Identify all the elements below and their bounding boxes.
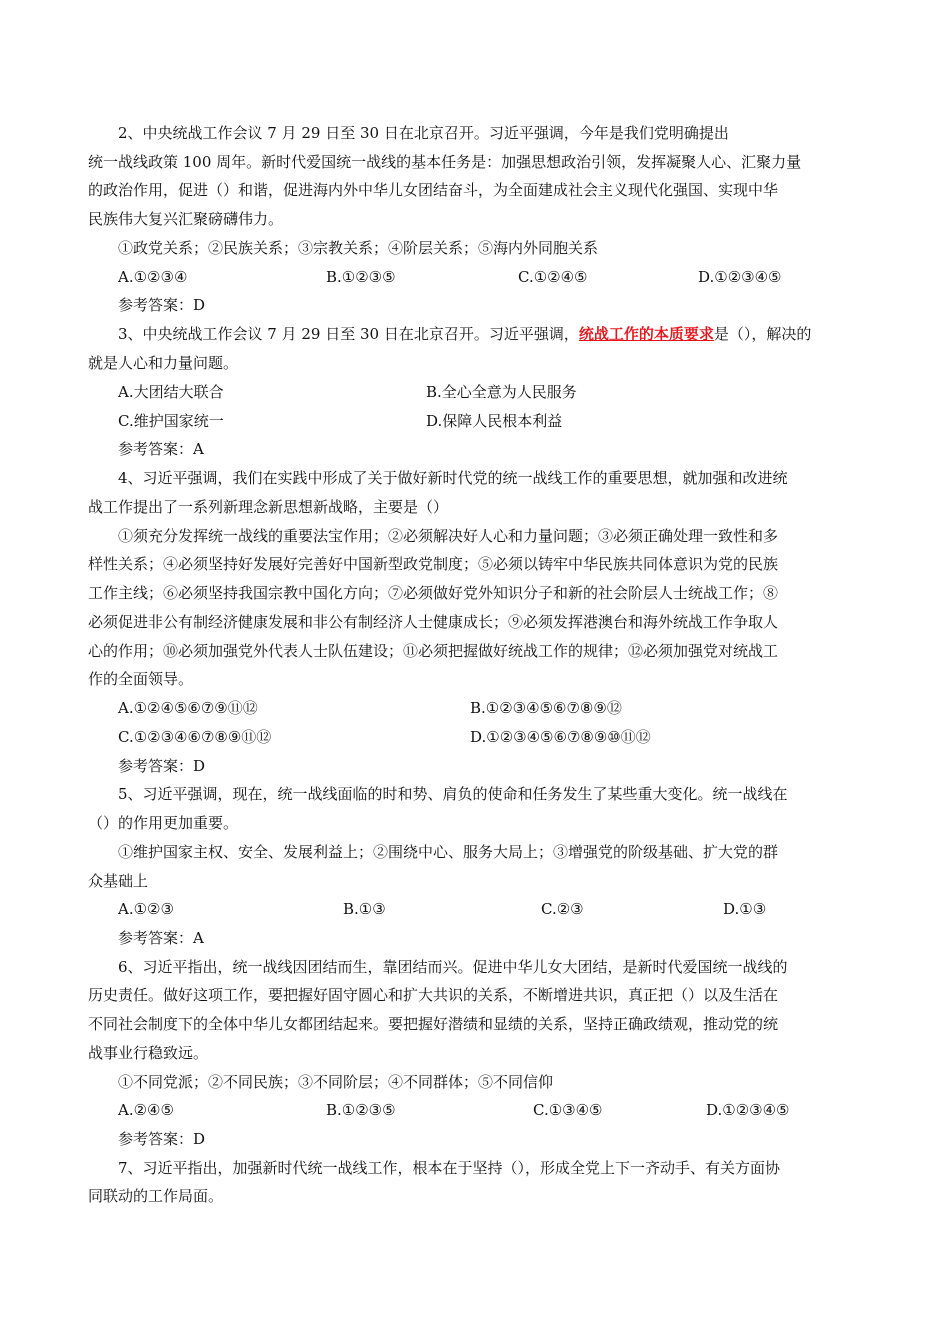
question-7-stem-line-2: 同联动的工作局面。	[88, 1187, 224, 1205]
question-3-answer: 参考答案：A	[118, 440, 204, 458]
question-3-option-d: D.保障人民根本利益	[426, 412, 563, 430]
question-2-option-a: A.①②③④	[118, 268, 188, 286]
question-6-option-a: A.②④⑤	[118, 1101, 174, 1119]
question-6-option-b: B.①②③⑤	[326, 1101, 396, 1119]
question-2-stem-line-1: 2、中央统战工作会议 7 月 29 日至 30 日在北京召开。习近平强调，今年是我们党明确提出	[118, 124, 729, 142]
question-6-answer: 参考答案：D	[118, 1130, 206, 1148]
question-4-option-d: D.①②③④⑤⑥⑦⑧⑨⑩⑪⑫	[470, 728, 651, 746]
question-3-stem-line-2: 就是人心和力量问题。	[88, 354, 239, 372]
question-4-option-c: C.①②③④⑥⑦⑧⑨⑪⑫	[118, 728, 272, 746]
question-2-items: ①政党关系；②民族关系；③宗教关系；④阶层关系；⑤海内外同胞关系	[118, 239, 599, 257]
question-3-option-c: C.维护国家统一	[118, 412, 224, 430]
question-6-stem-line-1: 6、习近平指出，统一战线因团结而生，靠团结而兴。促进中华儿女大团结，是新时代爱国统一战线的	[118, 958, 788, 976]
question-3-highlight: 统战工作的本质要求	[578, 325, 714, 343]
question-5-items-line-2: 众基础上	[88, 872, 149, 890]
question-3-stem-line-1	[118, 324, 811, 344]
question-4-items-line-3: 工作主线；⑥必须坚持我国宗教中国化方向；⑦必须做好党外知识分子和新的社会阶层人士统战工作；⑧	[88, 584, 779, 602]
question-2-stem-line-3: 的政治作用，促进（）和谐，促进海内外中华儿女团结奋斗，为全面建成社会主义现代化强国、实现中华	[88, 181, 779, 199]
question-2-stem-line-2: 统一战线政策 100 周年。新时代爱国统一战线的基本任务是：加强思想政治引领，发挥凝聚人心、汇聚力量	[88, 153, 802, 171]
question-3-option-a: A.大团结大联合	[118, 383, 224, 401]
question-2-option-c: C.①②④⑤	[518, 268, 588, 286]
question-2-stem-line-4: 民族伟大复兴汇聚磅礴伟力。	[88, 210, 284, 228]
question-4-option-a: A.①②④⑤⑥⑦⑨⑪⑫	[118, 699, 258, 717]
question-2-option-d: D.①②③④⑤	[698, 268, 782, 286]
question-4-items-line-6: 作的全面领导。	[88, 670, 194, 688]
question-7-stem-line-1: 7、习近平指出，加强新时代统一战线工作，根本在于坚持（），形成全党上下一齐动手、有关方面协	[118, 1159, 781, 1177]
question-6-stem-line-2: 历史责任。做好这项工作，要把握好固守圆心和扩大共识的关系，不断增进共识，真正把（）以及生活在	[88, 986, 779, 1004]
question-4-answer: 参考答案：D	[118, 757, 206, 775]
question-5-option-a: A.①②③	[118, 900, 174, 918]
question-6-stem-line-3: 不同社会制度下的全体中华儿女都团结起来。要把握好潜绩和显绩的关系，坚持正确政绩观，推动党的统	[88, 1015, 779, 1033]
question-5-option-b: B.①③	[343, 900, 386, 918]
question-4-items-line-4: 必须促进非公有制经济健康发展和非公有制经济人士健康成长；⑨必须发挥港澳台和海外统战工作争取人	[88, 613, 779, 631]
question-5-answer: 参考答案：A	[118, 929, 204, 947]
question-6-option-c: C.①③④⑤	[533, 1101, 603, 1119]
question-3-stem-pre: 3、中央统战工作会议 7 月 29 日至 30 日在北京召开。习近平强调，	[118, 325, 579, 343]
question-5-items-line-1: ①维护国家主权、安全、发展利益上；②围绕中心、服务大局上；③增强党的阶级基础、扩大党的群	[118, 843, 779, 861]
question-6-stem-line-4: 战事业行稳致远。	[88, 1044, 209, 1062]
question-3-stem-post: 是（），解决的	[713, 325, 812, 343]
question-4-stem-line-1: 4、习近平强调，我们在实践中形成了关于做好新时代党的统一战线工作的重要思想，就加强和改进统	[118, 469, 788, 487]
question-5-option-c: C.②③	[541, 900, 584, 918]
question-4-items-line-1: ①须充分发挥统一战线的重要法宝作用；②必须解决好人心和力量问题；③必须正确处理一致性和多	[118, 527, 779, 545]
question-5-option-d: D.①③	[723, 900, 767, 918]
question-5-stem-line-2: （）的作用更加重要。	[88, 814, 239, 832]
question-4-items-line-2: 样性关系；④必须坚持好发展好完善好中国新型政党制度；⑤必须以铸牢中华民族共同体意识为党的民族	[88, 555, 779, 573]
question-2-option-b: B.①②③⑤	[326, 268, 396, 286]
question-4-option-b: B.①②③④⑤⑥⑦⑧⑨⑫	[470, 699, 622, 717]
question-6-items: ①不同党派；②不同民族；③不同阶层；④不同群体；⑤不同信仰	[118, 1073, 554, 1091]
question-6-option-d: D.①②③④⑤	[706, 1101, 790, 1119]
question-3-option-b: B.全心全意为人民服务	[426, 383, 577, 401]
question-5-stem-line-1: 5、习近平强调，现在，统一战线面临的时和势、肩负的使命和任务发生了某些重大变化。统一战线在	[118, 785, 788, 803]
question-4-stem-line-2: 战工作提出了一系列新理念新思想新战略，主要是（）	[88, 498, 449, 516]
question-4-items-line-5: 心的作用；⑩必须加强党外代表人士队伍建设；⑪必须把握做好统战工作的规律；⑫必须加强党对统战工	[88, 642, 779, 660]
question-2-answer: 参考答案：D	[118, 296, 206, 314]
